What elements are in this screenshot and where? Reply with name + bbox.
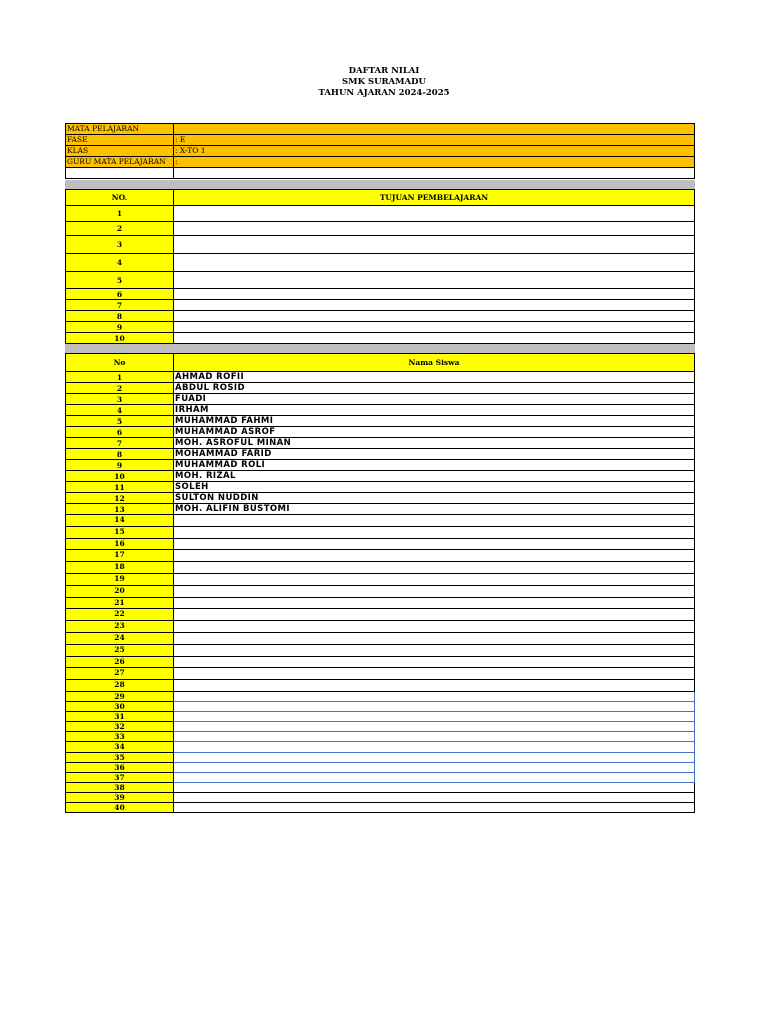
student-row [66, 482, 695, 493]
student-row [66, 644, 695, 656]
student-row-number[interactable]: 24 [66, 632, 174, 644]
student-row-name[interactable]: MOHAMMAD FARID [174, 449, 695, 460]
student-row [66, 802, 695, 812]
student-row-name[interactable] [174, 752, 695, 762]
info-row-fase [66, 135, 695, 146]
student-row-name[interactable]: MUHAMMAD ROLI [174, 460, 695, 471]
tp-row [66, 236, 695, 254]
student-row-name[interactable] [174, 782, 695, 792]
tp-row-tujuan-cell[interactable] [174, 206, 695, 222]
student-row-name[interactable] [174, 573, 695, 585]
student-row-number[interactable]: 20 [66, 585, 174, 597]
student-row [66, 515, 695, 527]
student-body [66, 372, 695, 813]
student-row-name[interactable]: MOH. RIZAL [174, 471, 695, 482]
info-label[interactable]: GURU MATA PELAJARAN [66, 157, 174, 168]
student-row-number[interactable]: 40 [66, 802, 174, 812]
student-row-name[interactable] [174, 762, 695, 772]
student-row [66, 562, 695, 574]
student-row-number[interactable]: 23 [66, 621, 174, 633]
student-row-name[interactable]: AHMAD ROFII [174, 372, 695, 383]
student-row-number[interactable]: 35 [66, 752, 174, 762]
student-row-number[interactable]: 4 [66, 405, 174, 416]
tp-header-row [66, 190, 695, 206]
student-row-number[interactable]: 6 [66, 427, 174, 438]
student-row-number[interactable]: 33 [66, 732, 174, 742]
tp-row-tujuan-cell[interactable] [174, 300, 695, 311]
student-col-no: No [66, 354, 174, 372]
student-row-number[interactable]: 10 [66, 471, 174, 482]
student-row [66, 722, 695, 732]
tp-row [66, 222, 695, 236]
student-row [66, 471, 695, 482]
separator-bar [65, 344, 695, 353]
student-row-name[interactable]: ABDUL ROSID [174, 383, 695, 394]
student-row [66, 609, 695, 621]
title-line-1: DAFTAR NILAI [348, 66, 420, 76]
student-row-name[interactable] [174, 792, 695, 802]
tp-row-number[interactable]: 10 [66, 333, 174, 344]
info-row-guru [66, 157, 695, 168]
tp-col-tujuan: TUJUAN PEMBELAJARAN [174, 190, 695, 206]
student-row-number[interactable]: 2 [66, 383, 174, 394]
tp-row-tujuan-cell[interactable] [174, 272, 695, 289]
tp-row [66, 272, 695, 289]
tp-row-tujuan-cell[interactable] [174, 333, 695, 344]
tp-row-tujuan-cell[interactable] [174, 322, 695, 333]
info-table [65, 123, 695, 179]
student-row-name[interactable] [174, 668, 695, 680]
info-value[interactable]: : X-TO 1 [174, 146, 695, 157]
student-row-name[interactable]: SOLEH [174, 482, 695, 493]
student-row-number[interactable]: 8 [66, 449, 174, 460]
student-row [66, 394, 695, 405]
tp-body [66, 206, 695, 344]
student-row [66, 597, 695, 609]
student-row-number[interactable]: 26 [66, 656, 174, 668]
student-row-number[interactable]: 32 [66, 722, 174, 732]
info-row-mata-pelajaran [66, 124, 695, 135]
student-row-name[interactable] [174, 538, 695, 550]
student-row-name[interactable] [174, 526, 695, 538]
student-row [66, 668, 695, 680]
student-row [66, 526, 695, 538]
student-header-row [66, 354, 695, 372]
student-row-name[interactable] [174, 632, 695, 644]
student-row [66, 449, 695, 460]
student-row-number[interactable]: 14 [66, 515, 174, 527]
student-row-name[interactable] [174, 722, 695, 732]
tp-row-number[interactable]: 5 [66, 272, 174, 289]
student-row-name[interactable] [174, 691, 695, 701]
student-row-name[interactable] [174, 562, 695, 574]
student-row-name[interactable] [174, 732, 695, 742]
info-label[interactable]: KLAS [66, 146, 174, 157]
student-row [66, 762, 695, 772]
student-row-number[interactable]: 1 [66, 372, 174, 383]
student-row [66, 416, 695, 427]
student-row-number[interactable]: 5 [66, 416, 174, 427]
student-row-number[interactable]: 38 [66, 782, 174, 792]
student-row [66, 372, 695, 383]
blank-cell[interactable] [66, 168, 174, 179]
student-row [66, 772, 695, 782]
student-row-name[interactable] [174, 515, 695, 527]
student-row-number[interactable]: 37 [66, 772, 174, 782]
student-row [66, 550, 695, 562]
student-row [66, 493, 695, 504]
student-row-number[interactable]: 29 [66, 691, 174, 701]
student-row-name[interactable] [174, 550, 695, 562]
student-row-name[interactable] [174, 644, 695, 656]
blank-cell[interactable] [174, 168, 695, 179]
student-row-name[interactable]: IRHAM [174, 405, 695, 416]
student-row-name[interactable] [174, 597, 695, 609]
student-row [66, 383, 695, 394]
tp-row-tujuan-cell[interactable] [174, 289, 695, 300]
student-row-number[interactable]: 9 [66, 460, 174, 471]
student-row-number[interactable]: 31 [66, 712, 174, 722]
student-row-name[interactable] [174, 772, 695, 782]
student-row-number[interactable]: 12 [66, 493, 174, 504]
tp-row-number[interactable]: 8 [66, 311, 174, 322]
tp-row-number[interactable]: 3 [66, 236, 174, 254]
student-row [66, 712, 695, 722]
student-row-name[interactable] [174, 712, 695, 722]
student-row [66, 702, 695, 712]
student-row [66, 621, 695, 633]
student-row [66, 405, 695, 416]
student-row [66, 460, 695, 471]
tp-row [66, 289, 695, 300]
student-row-name[interactable]: MOH. ALIFIN BUSTOMI [174, 504, 695, 515]
tp-row [66, 206, 695, 222]
student-row-name[interactable]: MUHAMMAD FAHMI [174, 416, 695, 427]
student-row-number[interactable]: 25 [66, 644, 174, 656]
student-row [66, 752, 695, 762]
student-row [66, 792, 695, 802]
info-label[interactable]: FASE [66, 135, 174, 146]
student-row-name[interactable] [174, 656, 695, 668]
info-row-blank [66, 168, 695, 179]
student-row [66, 427, 695, 438]
student-row [66, 632, 695, 644]
tp-row-number[interactable]: 6 [66, 289, 174, 300]
student-row-number[interactable]: 22 [66, 609, 174, 621]
student-row-name[interactable] [174, 585, 695, 597]
tp-row [66, 300, 695, 311]
tp-row-number[interactable]: 9 [66, 322, 174, 333]
student-row-number[interactable]: 21 [66, 597, 174, 609]
student-row [66, 438, 695, 449]
student-row-number[interactable]: 36 [66, 762, 174, 772]
info-value[interactable]: : [174, 157, 695, 168]
student-row-number[interactable]: 34 [66, 742, 174, 752]
student-row-number[interactable]: 28 [66, 680, 174, 692]
tp-row-number[interactable]: 4 [66, 254, 174, 272]
student-row-number[interactable]: 18 [66, 562, 174, 574]
tp-row-tujuan-cell[interactable] [174, 222, 695, 236]
tp-row [66, 254, 695, 272]
tp-row-number[interactable]: 7 [66, 300, 174, 311]
student-row-number[interactable]: 7 [66, 438, 174, 449]
student-row [66, 742, 695, 752]
info-value[interactable] [174, 124, 695, 135]
student-row-name[interactable]: MOH. ASROFUL MINAN [174, 438, 695, 449]
tp-row-number[interactable]: 2 [66, 222, 174, 236]
student-row-name[interactable] [174, 609, 695, 621]
student-row-number[interactable]: 13 [66, 504, 174, 515]
student-row-name[interactable]: SULTON NUDDIN [174, 493, 695, 504]
tp-row-tujuan-cell[interactable] [174, 311, 695, 322]
student-row [66, 538, 695, 550]
document-title [0, 66, 768, 99]
student-row-number[interactable]: 16 [66, 538, 174, 550]
student-row [66, 504, 695, 515]
student-row-number[interactable]: 3 [66, 394, 174, 405]
student-row [66, 782, 695, 792]
student-row-name[interactable]: FUADI [174, 394, 695, 405]
student-table [65, 353, 695, 813]
student-row-name[interactable] [174, 702, 695, 712]
student-col-name: Nama Siswa [174, 354, 695, 372]
tp-row-tujuan-cell[interactable] [174, 236, 695, 254]
student-row [66, 732, 695, 742]
student-row-number[interactable]: 19 [66, 573, 174, 585]
student-row-number[interactable]: 15 [66, 526, 174, 538]
student-row-number[interactable]: 27 [66, 668, 174, 680]
student-row-name[interactable] [174, 680, 695, 692]
student-row-number[interactable]: 30 [66, 702, 174, 712]
separator-bar [65, 180, 695, 189]
student-row-name[interactable] [174, 621, 695, 633]
tp-row [66, 311, 695, 322]
student-row [66, 656, 695, 668]
student-row [66, 680, 695, 692]
tp-row [66, 333, 695, 344]
tp-row [66, 322, 695, 333]
tp-row-tujuan-cell[interactable] [174, 254, 695, 272]
student-row-name[interactable] [174, 742, 695, 752]
tp-col-no: NO. [66, 190, 174, 206]
student-row-number[interactable]: 39 [66, 792, 174, 802]
student-row [66, 573, 695, 585]
student-row-name[interactable]: MUHAMMAD ASROF [174, 427, 695, 438]
info-value[interactable]: : E [174, 135, 695, 146]
tp-table [65, 189, 695, 344]
student-row-number[interactable]: 11 [66, 482, 174, 493]
info-row-klas [66, 146, 695, 157]
student-row-number[interactable]: 17 [66, 550, 174, 562]
tp-row-number[interactable]: 1 [66, 206, 174, 222]
student-row-name[interactable] [174, 802, 695, 812]
student-row [66, 691, 695, 701]
title-line-3: TAHUN AJARAN 2024-2025 [318, 88, 450, 98]
student-row [66, 585, 695, 597]
info-label[interactable]: MATA PELAJARAN [66, 124, 174, 135]
title-line-2: SMK SURAMADU [342, 77, 426, 87]
